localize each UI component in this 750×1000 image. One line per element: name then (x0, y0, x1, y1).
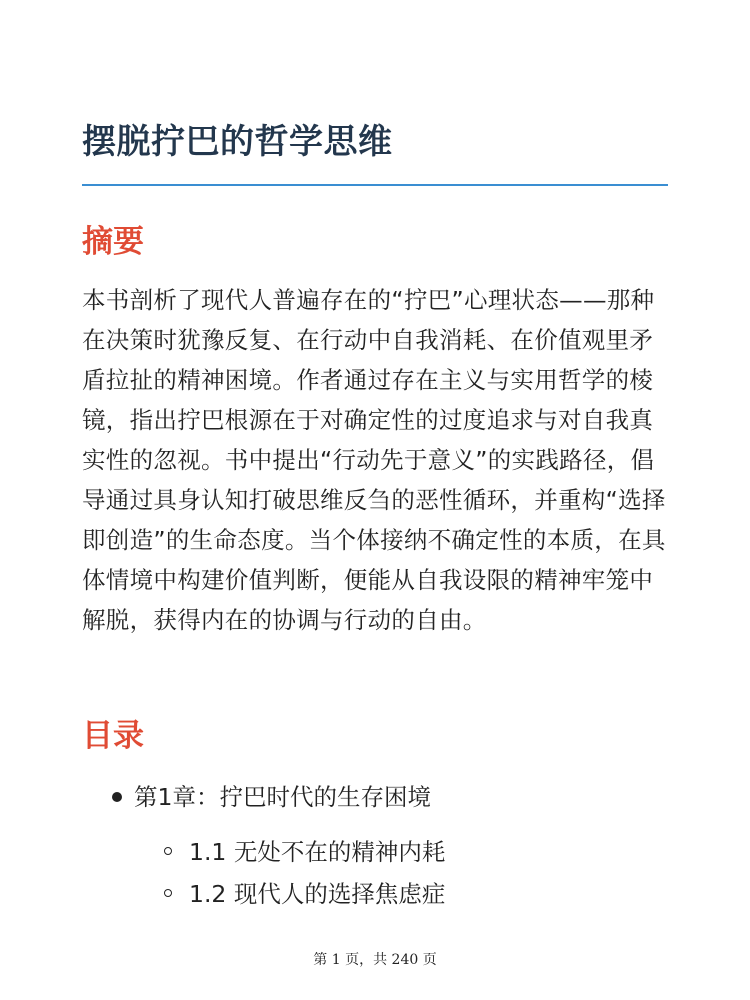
hollow-bullet-icon (164, 847, 172, 855)
document-page (82, 0, 668, 1000)
hollow-bullet-icon (164, 889, 172, 897)
document-title: 摆脱拧巴的哲学思维 (82, 122, 393, 162)
toc-chapter-1[interactable] (82, 775, 668, 819)
abstract-heading: 摘要 (82, 224, 144, 260)
toc-section-1-1[interactable] (82, 831, 668, 873)
abstract-body: 本书剖析了现代人普遍存在的“拧巴”心理状态——那种在决策时犹豫反复、在行动中自我消耗、在价值观里矛盾拉扯的精神困境。作者通过存在主义与实用哲学的棱镜，指出拧巴根源在于对确定性的过度追求与对自我真实性的忽视。书中提出“行动先于意义”的实践路径，倡导通过具身认知打破思维反刍的恶性循环，并重构“选择即创造”的生命态度。当个体接纳不确定性的本质，在具体情境中构建价值判断，便能从自我设限的精神牢笼中解脱，获得内在的协调与行动的自由。 (82, 286, 666, 634)
toc-section-label: 1.2 现代人的选择焦虑症 (189, 880, 446, 908)
toc-section-label: 1.1 无处不在的精神内耗 (189, 838, 446, 866)
toc-section-1-2[interactable] (82, 873, 668, 915)
toc-section-list (82, 831, 668, 915)
page-footer: 第 1 页，共 240 页 (313, 952, 437, 968)
toc-heading: 目录 (82, 718, 144, 754)
toc-list (82, 775, 668, 915)
title-divider (82, 184, 668, 186)
bullet-icon (112, 792, 122, 802)
toc-chapter-label: 第1章：拧巴时代的生存困境 (134, 783, 431, 811)
toc-chapter-item (82, 775, 668, 915)
